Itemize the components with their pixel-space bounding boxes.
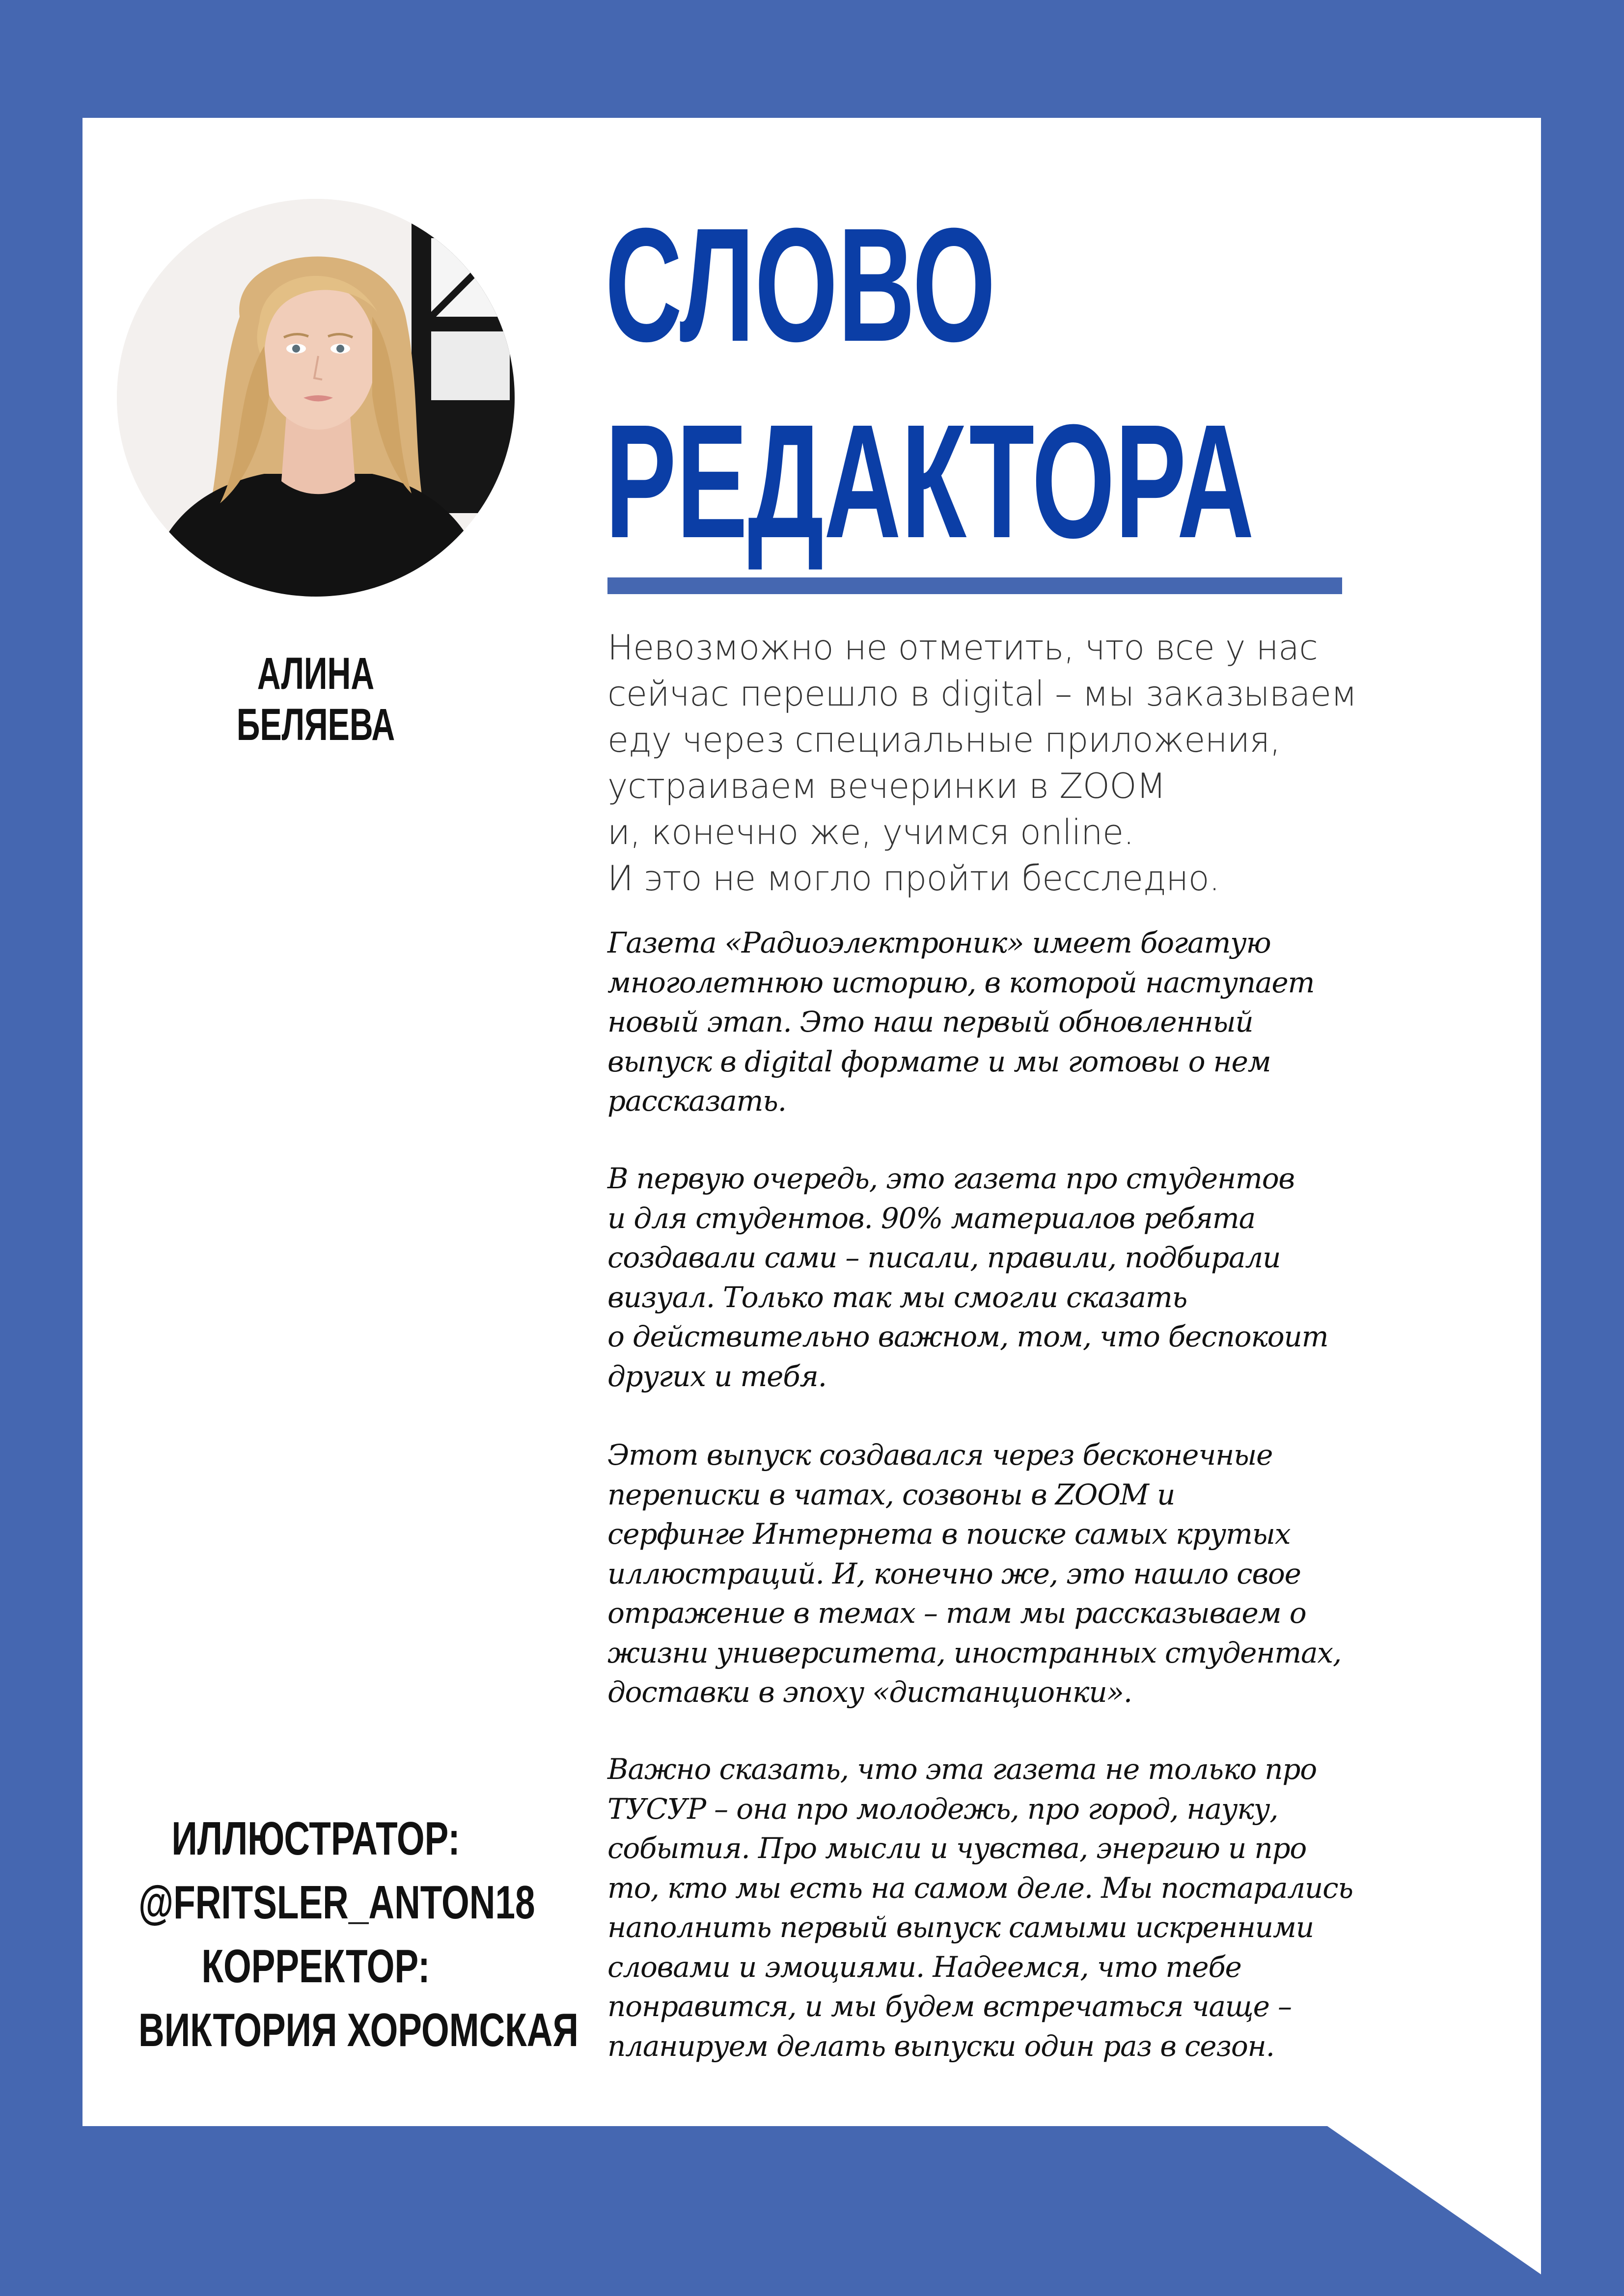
body-line: события. Про мысли и чувства, энергию и про bbox=[607, 1831, 1307, 1865]
title-line-2: РЕДАКТОРА bbox=[605, 390, 1254, 572]
body-line: доставки в эпоху «дистанционки». bbox=[607, 1675, 1132, 1709]
body-line: В первую очередь, это газета про студентов bbox=[607, 1162, 1294, 1195]
author-name bbox=[172, 648, 459, 750]
body-line: Этот выпуск создавался через бесконечные bbox=[607, 1438, 1273, 1472]
body-paragraph-1 bbox=[607, 923, 1354, 1121]
body-line: словами и эмоциями. Надеемся, что тебе bbox=[607, 1950, 1241, 1984]
body-line: новый этап. Это наш первый обновленный bbox=[607, 1005, 1253, 1039]
portrait-image bbox=[117, 199, 515, 597]
body-line: многолетнюю историю, в которой наступает bbox=[607, 965, 1315, 999]
body-line: планируем делать выпуски один раз в сезон. bbox=[607, 2029, 1274, 2063]
body-line: серфинге Интернета в поиске самых крутых bbox=[607, 1517, 1291, 1551]
body-line: и для студентов. 90% материалов ребята bbox=[607, 1201, 1255, 1235]
body-line: визуал. Только так мы смогли сказать bbox=[607, 1280, 1187, 1314]
body-line: создавали сами – писали, правили, подбирали bbox=[607, 1241, 1281, 1274]
title-line-1: СЛОВО bbox=[605, 194, 996, 375]
body-line: выпуск в digital формате и мы готовы о нем bbox=[607, 1044, 1271, 1078]
body-line: отражение в темах – там мы рассказываем о bbox=[607, 1596, 1306, 1630]
body-line: ТУСУР – она про молодежь, про город, науку, bbox=[607, 1792, 1278, 1826]
author-last-name: БЕЛЯЕВА bbox=[236, 700, 395, 750]
editor-portrait bbox=[117, 199, 515, 597]
illustrator-name: @FRITSLER_ANTON18 bbox=[138, 1876, 535, 1929]
lead-line: Невозможно не отметить, что все у нас bbox=[607, 628, 1318, 668]
body-paragraph-3 bbox=[607, 1435, 1354, 1712]
body-line: переписки в чатах, созвоны в ZOOM и bbox=[607, 1477, 1175, 1511]
lead-paragraph bbox=[607, 625, 1374, 902]
lead-line: еду через специальные приложения, bbox=[607, 720, 1281, 760]
body-line: других и тебя. bbox=[607, 1359, 826, 1393]
page-title bbox=[605, 187, 1254, 579]
body-line: Важно сказать, что эта газета не только про bbox=[607, 1752, 1317, 1786]
title-divider bbox=[607, 577, 1342, 594]
lead-line: И это не могло пройти бесследно. bbox=[607, 858, 1220, 899]
body-line: жизни университета, иностранных студентах, bbox=[607, 1636, 1342, 1669]
body-paragraph-2 bbox=[607, 1159, 1354, 1396]
body-line: Газета «Радиоэлектроник» имеет богатую bbox=[607, 926, 1271, 959]
lead-line: сейчас перешло в digital – мы заказываем bbox=[607, 674, 1357, 714]
body-line: рассказать. bbox=[607, 1084, 786, 1118]
body-line: понравится, и мы будем встречаться чаще – bbox=[607, 1990, 1292, 2023]
illustrator-label: ИЛЛЮСТРАТОР: bbox=[171, 1812, 460, 1865]
lead-line: устраиваем вечеринки в ZOOM bbox=[607, 766, 1166, 806]
proofreader-label: КОРРЕКТОР: bbox=[201, 1940, 430, 1993]
lead-line: и, конечно же, учимся online. bbox=[607, 812, 1134, 852]
body-line: о действительно важном, том, что беспокоит bbox=[607, 1320, 1328, 1353]
body-line: иллюстраций. И, конечно же, это нашло свое bbox=[607, 1557, 1301, 1590]
body-paragraph-4 bbox=[607, 1749, 1354, 2066]
credits-block bbox=[138, 1807, 578, 2062]
author-first-name: АЛИНА bbox=[257, 649, 375, 699]
body-line: наполнить первый выпуск самыми искренними bbox=[607, 1911, 1314, 1944]
body-line: то, кто мы есть на самом деле. Мы постарались bbox=[607, 1871, 1353, 1905]
proofreader-name: ВИКТОРИЯ ХОРОМСКАЯ bbox=[138, 2004, 578, 2056]
